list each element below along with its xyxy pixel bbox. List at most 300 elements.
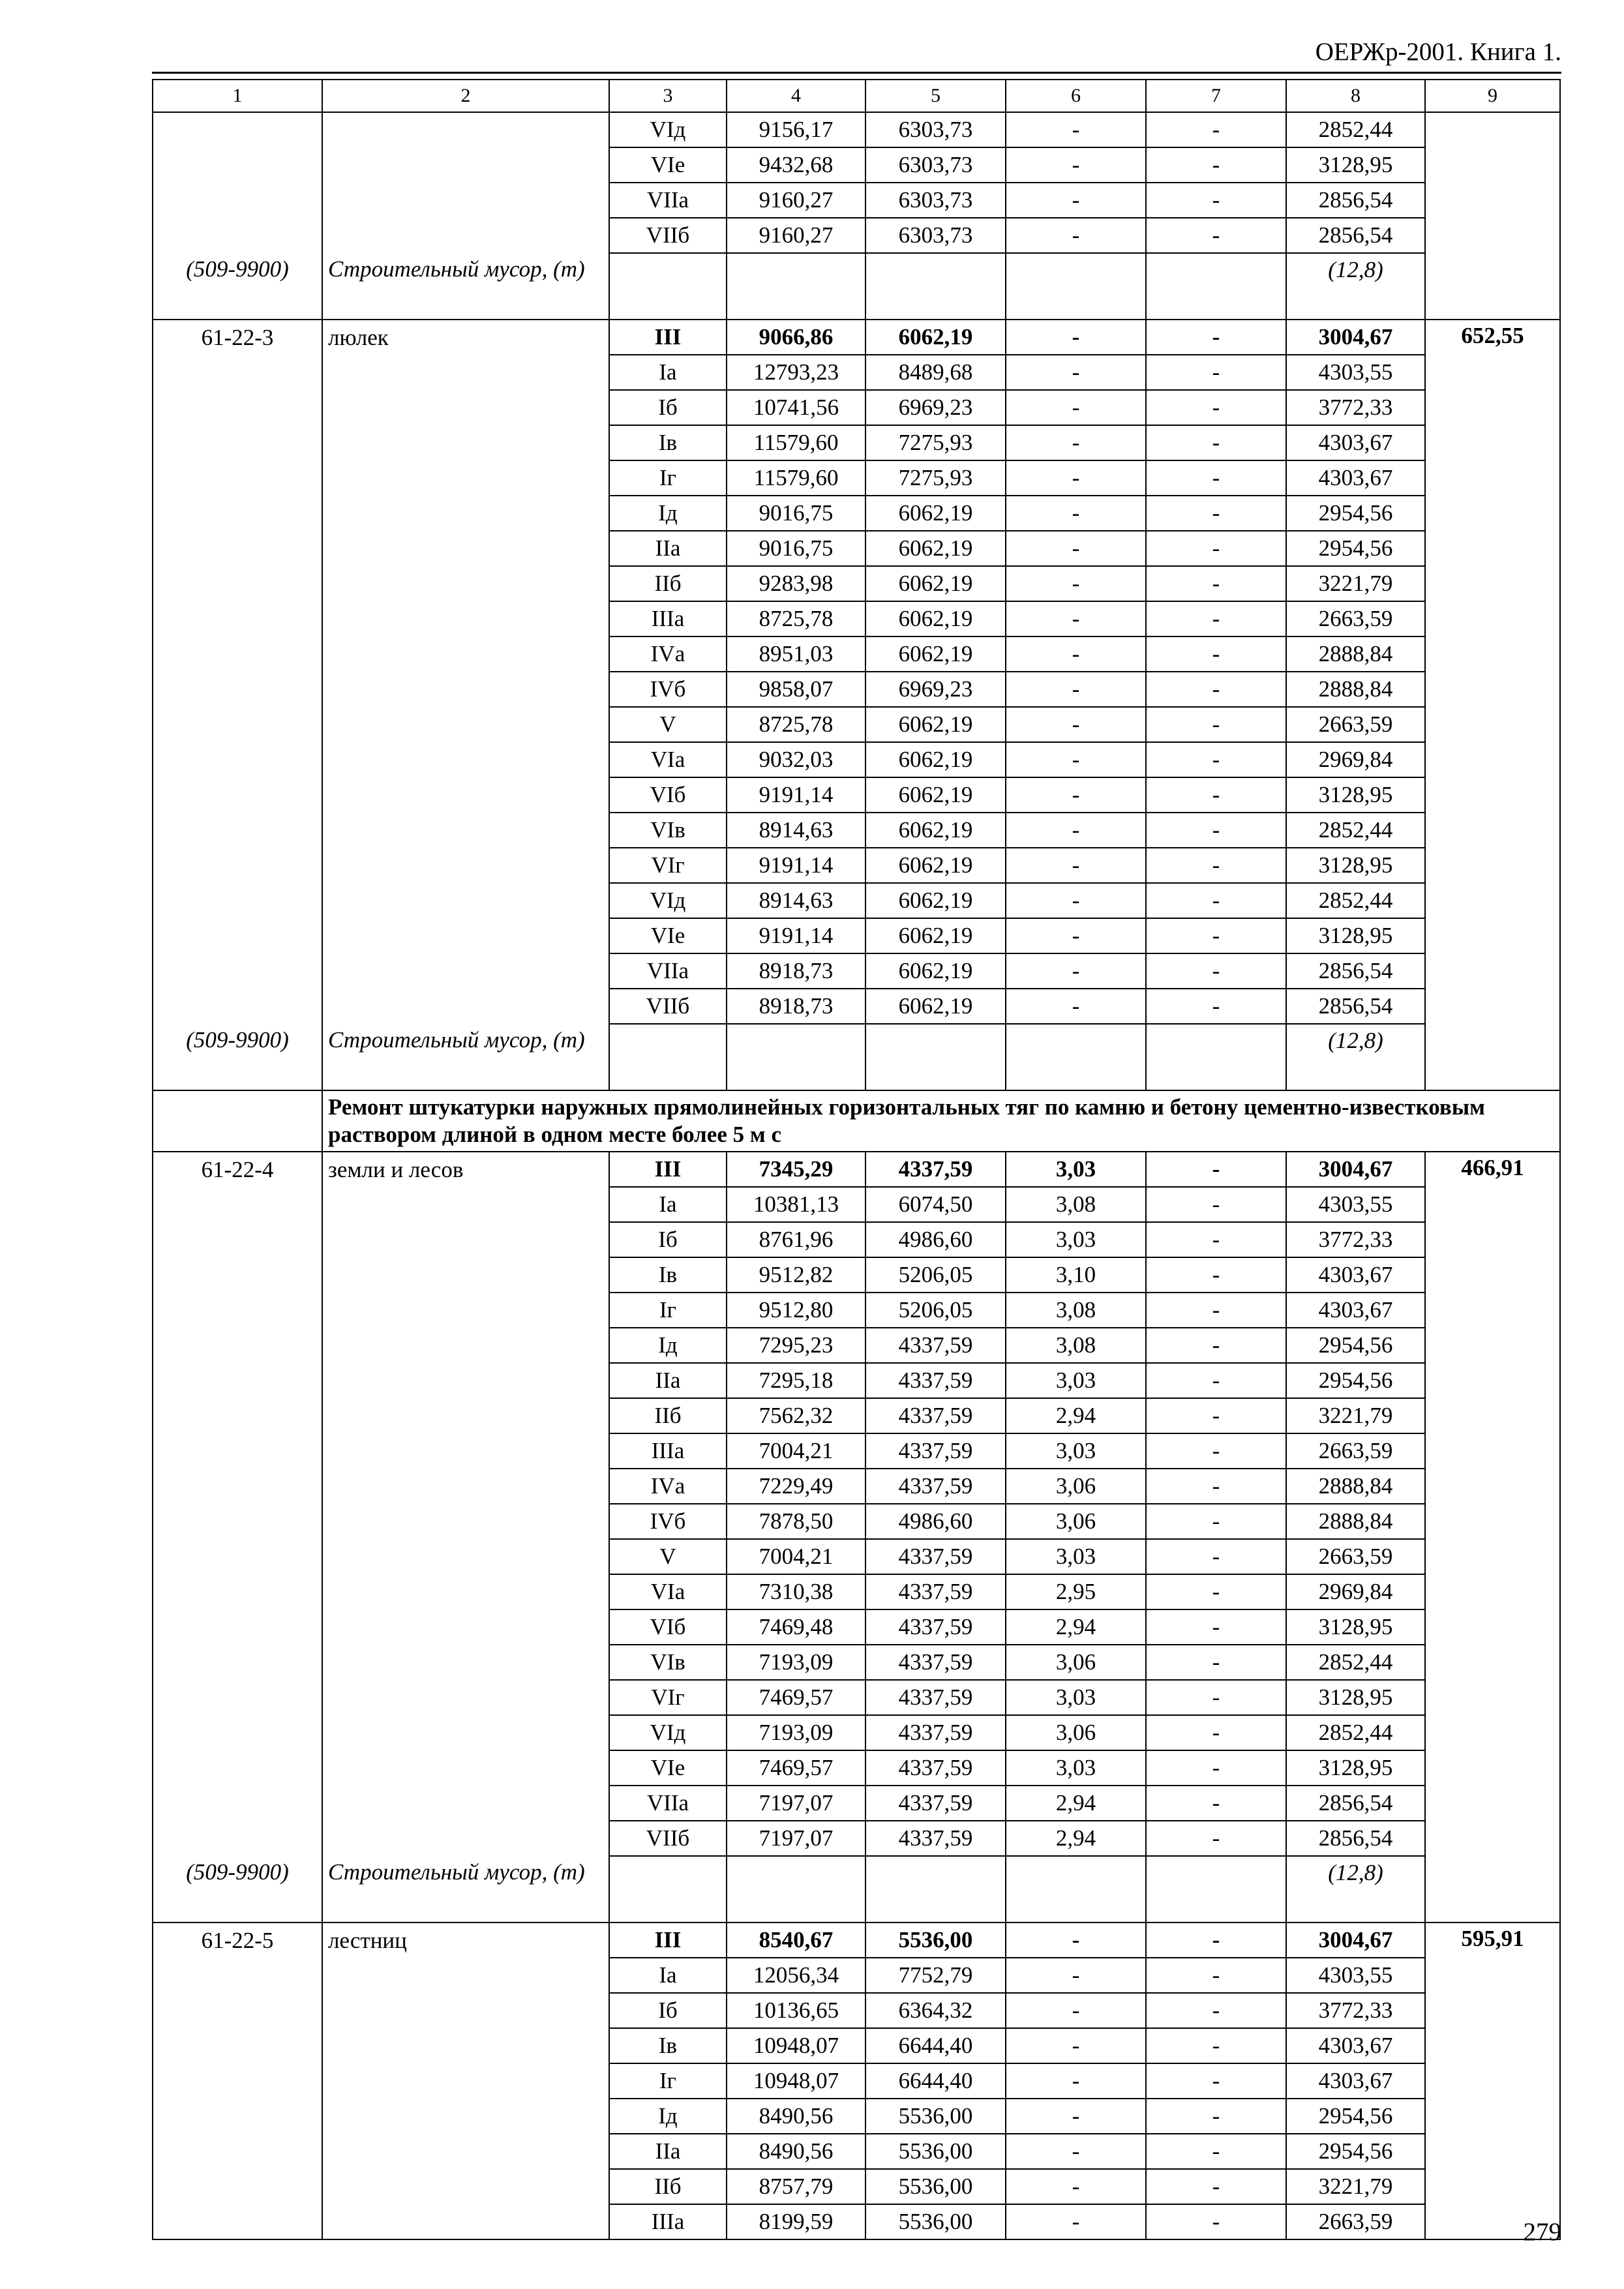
value-cell: - bbox=[1006, 918, 1146, 953]
value-cell: - bbox=[1146, 1715, 1286, 1750]
value-cell: Iг bbox=[609, 460, 727, 496]
value-cell: - bbox=[1006, 531, 1146, 566]
value-cell: 4303,67 bbox=[1286, 2063, 1425, 2099]
value-cell: 8914,63 bbox=[727, 813, 865, 848]
value-cell: 4303,55 bbox=[1286, 1187, 1425, 1222]
code-cell bbox=[153, 883, 322, 918]
description-cell bbox=[322, 566, 609, 601]
value-cell: - bbox=[1146, 1257, 1286, 1293]
value-cell: - bbox=[1006, 1993, 1146, 2028]
price-cell bbox=[1425, 636, 1560, 672]
value-cell: VIе bbox=[609, 1750, 727, 1786]
value-cell: 9191,14 bbox=[727, 848, 865, 883]
value-cell: 7275,93 bbox=[865, 460, 1006, 496]
value-cell: 8914,63 bbox=[727, 883, 865, 918]
value-cell: 2856,54 bbox=[1286, 1786, 1425, 1821]
value-cell: - bbox=[1146, 566, 1286, 601]
empty-cell bbox=[1006, 1856, 1146, 1922]
price-cell: 652,55 bbox=[1425, 320, 1560, 355]
column-number-cell: 2 bbox=[322, 80, 609, 112]
description-cell bbox=[322, 2169, 609, 2204]
value-cell: IVб bbox=[609, 672, 727, 707]
code-cell bbox=[153, 848, 322, 883]
value-cell: 2663,59 bbox=[1286, 1539, 1425, 1574]
price-cell bbox=[1425, 601, 1560, 636]
price-cell bbox=[1425, 1645, 1560, 1680]
code-cell bbox=[153, 496, 322, 531]
code-cell: 61-22-5 bbox=[153, 1922, 322, 1958]
empty-cell bbox=[609, 1856, 727, 1922]
value-cell: 4337,59 bbox=[865, 1786, 1006, 1821]
description-cell bbox=[322, 1680, 609, 1715]
section-heading-row bbox=[153, 1090, 1560, 1152]
description-cell: люлек bbox=[322, 320, 609, 355]
value-cell: 6062,19 bbox=[865, 742, 1006, 777]
table-row bbox=[153, 1922, 1560, 1958]
code-cell bbox=[153, 183, 322, 218]
price-cell bbox=[1425, 813, 1560, 848]
empty-cell bbox=[865, 1856, 1006, 1922]
price-cell: 466,91 bbox=[1425, 1152, 1560, 1187]
value-cell: - bbox=[1006, 2063, 1146, 2099]
description-cell bbox=[322, 1469, 609, 1504]
value-cell: - bbox=[1146, 1993, 1286, 2028]
description-cell bbox=[322, 1539, 609, 1574]
description-cell bbox=[322, 2099, 609, 2134]
value-cell: 4337,59 bbox=[865, 1750, 1006, 1786]
price-cell bbox=[1425, 1504, 1560, 1539]
value-cell: 9512,82 bbox=[727, 1257, 865, 1293]
table-row bbox=[153, 989, 1560, 1024]
value-cell: IVа bbox=[609, 1469, 727, 1504]
value-cell: 4303,67 bbox=[1286, 425, 1425, 460]
description-cell bbox=[322, 1750, 609, 1786]
price-cell bbox=[1425, 1257, 1560, 1293]
value-cell: - bbox=[1006, 460, 1146, 496]
value-cell: - bbox=[1146, 112, 1286, 147]
value-cell: Iб bbox=[609, 1222, 727, 1257]
value-cell: 3221,79 bbox=[1286, 1398, 1425, 1433]
value-cell: - bbox=[1006, 2134, 1146, 2169]
value-cell: III bbox=[609, 320, 727, 355]
value-cell: 7197,07 bbox=[727, 1821, 865, 1856]
value-cell: - bbox=[1006, 320, 1146, 355]
value-cell: 2,94 bbox=[1006, 1609, 1146, 1645]
description-cell: земли и лесов bbox=[322, 1152, 609, 1187]
value-cell: - bbox=[1146, 989, 1286, 1024]
value-cell: 2954,56 bbox=[1286, 1328, 1425, 1363]
price-cell bbox=[1425, 1539, 1560, 1574]
value-cell: - bbox=[1006, 2028, 1146, 2063]
value-cell: 3,06 bbox=[1006, 1469, 1146, 1504]
value-cell: 2888,84 bbox=[1286, 672, 1425, 707]
value-cell: 9432,68 bbox=[727, 147, 865, 183]
value-cell: - bbox=[1006, 953, 1146, 989]
table-row bbox=[153, 496, 1560, 531]
value-cell: 3128,95 bbox=[1286, 918, 1425, 953]
value-cell: 8490,56 bbox=[727, 2099, 865, 2134]
value-cell: 6303,73 bbox=[865, 112, 1006, 147]
column-number-cell: 1 bbox=[153, 80, 322, 112]
value-cell: V bbox=[609, 1539, 727, 1574]
price-cell bbox=[1425, 1293, 1560, 1328]
value-cell: 2856,54 bbox=[1286, 1821, 1425, 1856]
price-cell bbox=[1425, 1821, 1560, 1856]
value-cell: 4303,67 bbox=[1286, 2028, 1425, 2063]
code-cell bbox=[153, 355, 322, 390]
value-cell: 3,06 bbox=[1006, 1645, 1146, 1680]
value-cell: VIIа bbox=[609, 953, 727, 989]
value-cell: - bbox=[1146, 1398, 1286, 1433]
value-cell: 8540,67 bbox=[727, 1922, 865, 1958]
column-number-cell: 7 bbox=[1146, 80, 1286, 112]
value-cell: 7004,21 bbox=[727, 1433, 865, 1469]
value-cell: 4986,60 bbox=[865, 1504, 1006, 1539]
table-row bbox=[153, 1469, 1560, 1504]
price-cell bbox=[1425, 883, 1560, 918]
description-cell bbox=[322, 1993, 609, 2028]
description-cell bbox=[322, 218, 609, 253]
value-cell: - bbox=[1146, 2169, 1286, 2204]
value-cell: 10741,56 bbox=[727, 390, 865, 425]
empty-cell bbox=[727, 253, 865, 320]
description-cell bbox=[322, 1398, 609, 1433]
value-cell: Iа bbox=[609, 1958, 727, 1993]
value-cell: - bbox=[1146, 1222, 1286, 1257]
value-cell: 9283,98 bbox=[727, 566, 865, 601]
value-cell: 3,03 bbox=[1006, 1222, 1146, 1257]
value-cell: 2852,44 bbox=[1286, 1715, 1425, 1750]
value-cell: 6644,40 bbox=[865, 2028, 1006, 2063]
value-cell: - bbox=[1146, 1469, 1286, 1504]
value-cell: 9191,14 bbox=[727, 777, 865, 813]
value-cell: 7878,50 bbox=[727, 1504, 865, 1539]
code-cell bbox=[153, 672, 322, 707]
price-cell bbox=[1425, 1856, 1560, 1922]
value-cell: VIIб bbox=[609, 989, 727, 1024]
table-row bbox=[153, 1504, 1560, 1539]
value-cell: - bbox=[1006, 2204, 1146, 2239]
value-cell: - bbox=[1006, 707, 1146, 742]
description-cell bbox=[322, 1574, 609, 1609]
value-cell: VIб bbox=[609, 777, 727, 813]
value-cell: 2954,56 bbox=[1286, 1363, 1425, 1398]
value-cell: - bbox=[1146, 1328, 1286, 1363]
table-row bbox=[153, 601, 1560, 636]
value-cell: VIв bbox=[609, 1645, 727, 1680]
value-cell: 6969,23 bbox=[865, 390, 1006, 425]
price-cell bbox=[1425, 425, 1560, 460]
section-code-cell bbox=[153, 1090, 322, 1152]
value-cell: 6062,19 bbox=[865, 848, 1006, 883]
code-cell bbox=[153, 1750, 322, 1786]
price-cell bbox=[1425, 2063, 1560, 2099]
value-cell: VIб bbox=[609, 1609, 727, 1645]
table-row bbox=[153, 1680, 1560, 1715]
empty-cell bbox=[609, 1024, 727, 1090]
value-cell: 3004,67 bbox=[1286, 1152, 1425, 1187]
code-cell bbox=[153, 1222, 322, 1257]
price-cell: 595,91 bbox=[1425, 1922, 1560, 1958]
value-cell: - bbox=[1006, 355, 1146, 390]
code-cell bbox=[153, 1433, 322, 1469]
column-number-cell: 3 bbox=[609, 80, 727, 112]
value-cell: - bbox=[1006, 883, 1146, 918]
value-cell: 3128,95 bbox=[1286, 1750, 1425, 1786]
value-cell: 3128,95 bbox=[1286, 848, 1425, 883]
value-cell: 3,08 bbox=[1006, 1187, 1146, 1222]
value-cell: 3,03 bbox=[1006, 1433, 1146, 1469]
code-cell bbox=[153, 636, 322, 672]
description-cell bbox=[322, 1504, 609, 1539]
value-cell: - bbox=[1146, 147, 1286, 183]
waste-label: Строительный мусор, (т) bbox=[322, 1024, 609, 1090]
value-cell: VIIа bbox=[609, 1786, 727, 1821]
column-number-cell: 9 bbox=[1425, 80, 1560, 112]
value-cell: 6062,19 bbox=[865, 777, 1006, 813]
value-cell: Iд bbox=[609, 2099, 727, 2134]
value-cell: - bbox=[1146, 2028, 1286, 2063]
value-cell: 8757,79 bbox=[727, 2169, 865, 2204]
value-cell: VIд bbox=[609, 883, 727, 918]
value-cell: 2852,44 bbox=[1286, 112, 1425, 147]
page-number: 279 bbox=[1523, 2218, 1561, 2246]
description-cell bbox=[322, 1786, 609, 1821]
waste-value: (12,8) bbox=[1286, 1024, 1425, 1090]
table-row bbox=[153, 1222, 1560, 1257]
value-cell: - bbox=[1146, 1821, 1286, 1856]
code-cell bbox=[153, 918, 322, 953]
value-cell: 7229,49 bbox=[727, 1469, 865, 1504]
value-cell: VIг bbox=[609, 1680, 727, 1715]
value-cell: 4337,59 bbox=[865, 1715, 1006, 1750]
empty-cell bbox=[1006, 1024, 1146, 1090]
value-cell: - bbox=[1146, 1152, 1286, 1187]
value-cell: 9191,14 bbox=[727, 918, 865, 953]
value-cell: 4337,59 bbox=[865, 1328, 1006, 1363]
value-cell: 2,94 bbox=[1006, 1821, 1146, 1856]
value-cell: - bbox=[1146, 636, 1286, 672]
value-cell: 5536,00 bbox=[865, 2169, 1006, 2204]
value-cell: 4986,60 bbox=[865, 1222, 1006, 1257]
value-cell: 8199,59 bbox=[727, 2204, 865, 2239]
value-cell: Iа bbox=[609, 1187, 727, 1222]
waste-code: (509-9900) bbox=[153, 253, 322, 320]
table-row bbox=[153, 531, 1560, 566]
table-row bbox=[153, 460, 1560, 496]
value-cell: 8918,73 bbox=[727, 953, 865, 989]
description-cell bbox=[322, 883, 609, 918]
value-cell: 2954,56 bbox=[1286, 531, 1425, 566]
value-cell: 6062,19 bbox=[865, 953, 1006, 989]
value-cell: - bbox=[1146, 1504, 1286, 1539]
table-row bbox=[153, 953, 1560, 989]
value-cell: Iб bbox=[609, 390, 727, 425]
value-cell: 4337,59 bbox=[865, 1363, 1006, 1398]
description-cell bbox=[322, 813, 609, 848]
value-cell: 3,03 bbox=[1006, 1363, 1146, 1398]
value-cell: 5206,05 bbox=[865, 1293, 1006, 1328]
price-cell bbox=[1425, 2134, 1560, 2169]
value-cell: 9160,27 bbox=[727, 218, 865, 253]
value-cell: 10381,13 bbox=[727, 1187, 865, 1222]
value-cell: 6364,32 bbox=[865, 1993, 1006, 2028]
value-cell: VIа bbox=[609, 742, 727, 777]
column-number-row bbox=[153, 80, 1560, 112]
description-cell bbox=[322, 1328, 609, 1363]
value-cell: 2663,59 bbox=[1286, 2204, 1425, 2239]
description-cell bbox=[322, 425, 609, 460]
value-cell: 3128,95 bbox=[1286, 1680, 1425, 1715]
table-row bbox=[153, 1574, 1560, 1609]
value-cell: IIа bbox=[609, 2134, 727, 2169]
price-cell bbox=[1425, 1958, 1560, 1993]
value-cell: 3772,33 bbox=[1286, 1222, 1425, 1257]
value-cell: Iд bbox=[609, 496, 727, 531]
value-cell: IIб bbox=[609, 1398, 727, 1433]
value-cell: - bbox=[1146, 2204, 1286, 2239]
code-cell bbox=[153, 2169, 322, 2204]
value-cell: - bbox=[1006, 848, 1146, 883]
price-cell bbox=[1425, 1363, 1560, 1398]
code-cell bbox=[153, 742, 322, 777]
value-cell: - bbox=[1146, 1609, 1286, 1645]
value-cell: 4337,59 bbox=[865, 1539, 1006, 1574]
value-cell: 3,06 bbox=[1006, 1504, 1146, 1539]
value-cell: - bbox=[1146, 2063, 1286, 2099]
description-cell bbox=[322, 1363, 609, 1398]
price-cell bbox=[1425, 1574, 1560, 1609]
value-cell: Iд bbox=[609, 1328, 727, 1363]
value-cell: Iб bbox=[609, 1993, 727, 2028]
value-cell: - bbox=[1146, 1750, 1286, 1786]
description-cell bbox=[322, 1715, 609, 1750]
price-cell bbox=[1425, 218, 1560, 253]
value-cell: 9156,17 bbox=[727, 112, 865, 147]
table-row bbox=[153, 355, 1560, 390]
column-number-cell: 5 bbox=[865, 80, 1006, 112]
value-cell: 8489,68 bbox=[865, 355, 1006, 390]
value-cell: 2954,56 bbox=[1286, 2134, 1425, 2169]
value-cell: 8490,56 bbox=[727, 2134, 865, 2169]
page-header-title: ОЕРЖр-2001. Книга 1. bbox=[1315, 38, 1561, 66]
value-cell: VIв bbox=[609, 813, 727, 848]
value-cell: 2,95 bbox=[1006, 1574, 1146, 1609]
value-cell: 6062,19 bbox=[865, 601, 1006, 636]
value-cell: 4337,59 bbox=[865, 1821, 1006, 1856]
value-cell: - bbox=[1146, 1645, 1286, 1680]
table-row bbox=[153, 742, 1560, 777]
description-cell bbox=[322, 2134, 609, 2169]
value-cell: - bbox=[1006, 218, 1146, 253]
value-cell: 6303,73 bbox=[865, 218, 1006, 253]
price-cell bbox=[1425, 1024, 1560, 1090]
code-cell bbox=[153, 390, 322, 425]
value-cell: 12056,34 bbox=[727, 1958, 865, 1993]
value-cell: 9512,80 bbox=[727, 1293, 865, 1328]
empty-cell bbox=[865, 1024, 1006, 1090]
code-cell bbox=[153, 953, 322, 989]
code-cell bbox=[153, 1539, 322, 1574]
value-cell: - bbox=[1146, 425, 1286, 460]
code-cell bbox=[153, 460, 322, 496]
code-cell bbox=[153, 566, 322, 601]
value-cell: 3,03 bbox=[1006, 1750, 1146, 1786]
value-cell: 3772,33 bbox=[1286, 1993, 1425, 2028]
value-cell: 3128,95 bbox=[1286, 1609, 1425, 1645]
value-cell: - bbox=[1146, 953, 1286, 989]
value-cell: - bbox=[1146, 1574, 1286, 1609]
table-row bbox=[153, 1539, 1560, 1574]
value-cell: - bbox=[1006, 147, 1146, 183]
value-cell: - bbox=[1146, 848, 1286, 883]
value-cell: 3221,79 bbox=[1286, 2169, 1425, 2204]
value-cell: 2663,59 bbox=[1286, 601, 1425, 636]
value-cell: 5206,05 bbox=[865, 1257, 1006, 1293]
table-body bbox=[153, 80, 1560, 2239]
value-cell: - bbox=[1146, 1293, 1286, 1328]
empty-cell bbox=[1146, 1856, 1286, 1922]
value-cell: 2969,84 bbox=[1286, 742, 1425, 777]
description-cell bbox=[322, 531, 609, 566]
price-cell bbox=[1425, 112, 1560, 147]
price-cell bbox=[1425, 531, 1560, 566]
value-cell: 9016,75 bbox=[727, 531, 865, 566]
value-cell: 3,03 bbox=[1006, 1152, 1146, 1187]
value-cell: 9032,03 bbox=[727, 742, 865, 777]
value-cell: IIIа bbox=[609, 2204, 727, 2239]
column-number-cell: 8 bbox=[1286, 80, 1425, 112]
empty-cell bbox=[727, 1856, 865, 1922]
value-cell: 6969,23 bbox=[865, 672, 1006, 707]
value-cell: - bbox=[1006, 672, 1146, 707]
description-cell bbox=[322, 1609, 609, 1645]
table-row bbox=[153, 1328, 1560, 1363]
value-cell: Iв bbox=[609, 1257, 727, 1293]
value-cell: - bbox=[1146, 183, 1286, 218]
code-cell bbox=[153, 813, 322, 848]
code-cell bbox=[153, 1187, 322, 1222]
waste-value: (12,8) bbox=[1286, 253, 1425, 320]
value-cell: 2888,84 bbox=[1286, 1469, 1425, 1504]
price-cell bbox=[1425, 1328, 1560, 1363]
value-cell: Iв bbox=[609, 2028, 727, 2063]
value-cell: Iг bbox=[609, 2063, 727, 2099]
code-cell bbox=[153, 112, 322, 147]
value-cell: VIд bbox=[609, 1715, 727, 1750]
value-cell: 4337,59 bbox=[865, 1609, 1006, 1645]
value-cell: - bbox=[1006, 601, 1146, 636]
value-cell: - bbox=[1146, 218, 1286, 253]
price-cell bbox=[1425, 672, 1560, 707]
value-cell: 6303,73 bbox=[865, 183, 1006, 218]
waste-row bbox=[153, 1024, 1560, 1090]
price-cell bbox=[1425, 2028, 1560, 2063]
value-cell: 2,94 bbox=[1006, 1398, 1146, 1433]
value-cell: - bbox=[1006, 777, 1146, 813]
description-cell bbox=[322, 1187, 609, 1222]
description-cell bbox=[322, 1257, 609, 1293]
value-cell: VIIб bbox=[609, 1821, 727, 1856]
value-cell: 6062,19 bbox=[865, 989, 1006, 1024]
value-cell: - bbox=[1146, 355, 1286, 390]
value-cell: 10136,65 bbox=[727, 1993, 865, 2028]
empty-cell bbox=[1006, 253, 1146, 320]
description-cell bbox=[322, 1958, 609, 1993]
code-cell bbox=[153, 2204, 322, 2239]
table-row bbox=[153, 1433, 1560, 1469]
code-cell bbox=[153, 1398, 322, 1433]
